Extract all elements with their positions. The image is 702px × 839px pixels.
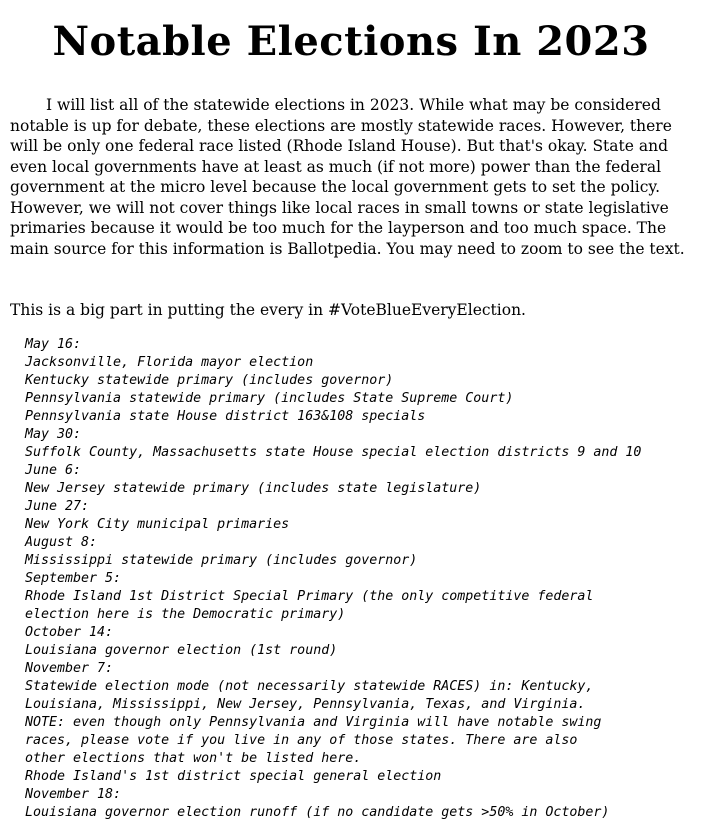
schedule-line: other elections that won't be listed here. (25, 751, 362, 766)
schedule-date: June 6: (25, 463, 82, 478)
schedule-date: August 8: (25, 535, 98, 550)
schedule-date: November 18: (25, 787, 122, 802)
schedule-line: Pennsylvania state House district 163&108 specials (25, 409, 426, 424)
schedule-line: New Jersey statewide primary (includes state legislature) (25, 481, 482, 496)
tagline-paragraph: This is a big part in putting the every in #VoteBlueEveryElection. (10, 301, 526, 319)
schedule-date: June 27: (25, 499, 90, 514)
intro-paragraph (10, 95, 698, 259)
schedule-line: Louisiana governor election runoff (if no candidate gets >50% in October) (25, 805, 610, 820)
schedule-line: Mississippi statewide primary (includes governor) (25, 553, 418, 568)
intro-text: I will list all of the statewide elections in 2023. While what may be considered notable is up for debate, these elections are mostly statewide races. However, there will be only one federal race listed (Rhode Island House). But that's okay. State and even local governments have at least as much (if not more) power than the federal government at the micro level because the local government gets to set the policy. However, we will not cover things like local races in small towns or state legislative primaries because it would be too much for the layperson and too much space. The main source for this information is Ballotpedia. You may need to zoom to see the text. (10, 96, 685, 258)
schedule-line: Rhode Island's 1st district special general election (25, 769, 442, 784)
schedule-line: Statewide election mode (not necessarily statewide RACES) in: Kentucky, (25, 679, 594, 694)
schedule-date: September 5: (25, 571, 122, 586)
schedule-line: NOTE: even though only Pennsylvania and Virginia will have notable swing (25, 715, 602, 730)
schedule-line: Pennsylvania statewide primary (includes State Supreme Court) (25, 391, 514, 406)
schedule-date: May 16: (25, 337, 82, 352)
schedule-line: Rhode Island 1st District Special Primary (the only competitive federal (25, 589, 594, 604)
schedule-line: Louisiana governor election (1st round) (25, 643, 338, 658)
schedule-line: races, please vote if you live in any of those states. There are also (25, 733, 578, 748)
schedule-line: Jacksonville, Florida mayor election (25, 355, 314, 370)
page-title: Notable Elections In 2023 (52, 18, 650, 65)
schedule-line: election here is the Democratic primary) (25, 607, 346, 622)
schedule-line: Kentucky statewide primary (includes governor) (25, 373, 394, 388)
schedule-line: Louisiana, Mississippi, New Jersey, Pennsylvania, Texas, and Virginia. (25, 697, 586, 712)
election-schedule-list (25, 336, 695, 822)
schedule-line: New York City municipal primaries (25, 517, 290, 532)
schedule-date: October 14: (25, 625, 114, 640)
schedule-date: November 7: (25, 661, 114, 676)
schedule-line: Suffolk County, Massachusetts state House special election districts 9 and 10 (25, 445, 642, 460)
schedule-date: May 30: (25, 427, 82, 442)
